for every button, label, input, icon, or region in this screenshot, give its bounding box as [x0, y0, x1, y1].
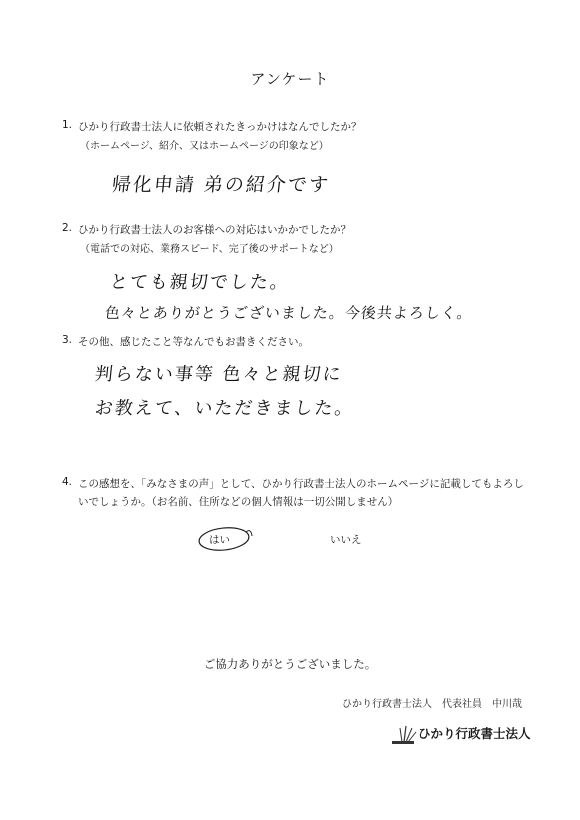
question-2-text: ひかり行政書士法人のお客様への対応はいかかでしたか？: [78, 224, 351, 236]
question-3-number: 3.: [62, 334, 73, 346]
answer-1-line-1: 帰化申請 弟の紹介です: [110, 174, 332, 196]
company-logo: [390, 720, 530, 746]
answer-2-line-2: 色々とありがとうございました。今後共よろしく。: [104, 304, 474, 322]
signature-line: ひかり行政書士法人 代表社員 中川哉: [342, 699, 522, 710]
logo-light-icon: [390, 720, 420, 746]
option-no[interactable]: いいえ: [330, 534, 362, 546]
question-1-sub: （ホームページ、紹介、又はホームページの印象など）: [80, 141, 329, 152]
question-4-number: 4.: [62, 476, 73, 488]
question-3-text: その他、感じたこと等なんでもお書きください。: [78, 336, 309, 348]
question-1-text: ひかり行政書士法人に依頼されたきっかけはなんでしたか？: [78, 121, 362, 133]
logo-text: ひかり行政書士法人: [418, 726, 531, 741]
question-2-number: 2.: [62, 222, 73, 234]
question-4-text: この感想を、「みなさまの声」として、ひかり行政書士法人のホームページに記載してもよろし: [78, 478, 524, 490]
answer-2-line-1: とても親切でした。: [108, 272, 291, 293]
option-yes[interactable]: はい: [209, 534, 230, 546]
question-2-sub: （電話での対応、業務スピード、完了後のサポートなど）: [80, 244, 339, 255]
page-title: アンケート: [250, 70, 330, 88]
answer-3-line-2: お教えて、いただきました。: [93, 398, 356, 419]
question-4-text-cont: いでしょうか。（お名前、住所などの個人情報は一切公開しません）: [78, 496, 399, 508]
thanks-message: ご協力ありがとうございました。: [203, 657, 377, 671]
answer-3-line-1: 判らない事等 色々と親切に: [93, 364, 344, 385]
question-1-number: 1.: [62, 119, 73, 131]
